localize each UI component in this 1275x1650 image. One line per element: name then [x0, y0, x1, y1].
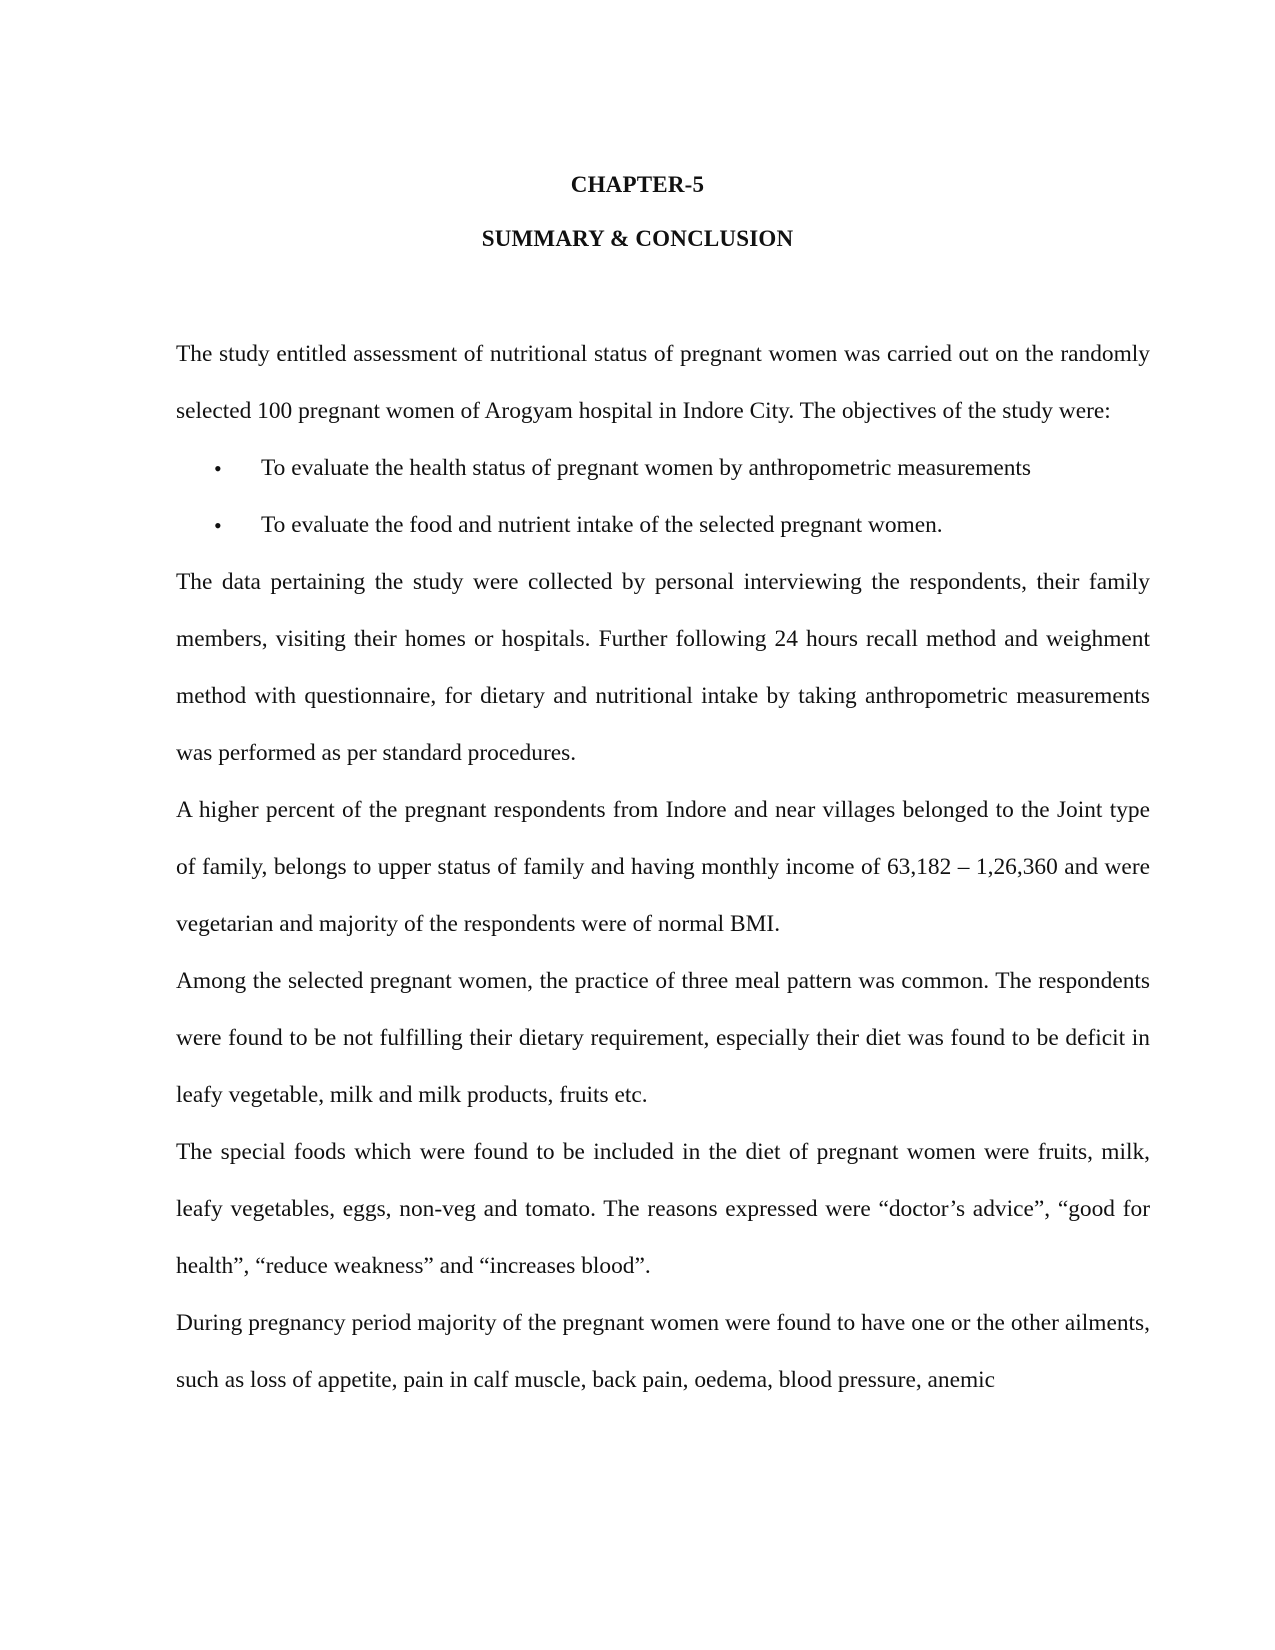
meal-pattern-paragraph: Among the selected pregnant women, the practice of three meal pattern was common. The respondents were found to be not fulfilling their dietary requirement, especially their diet was found to be deficit in leafy vegetable, milk and milk products, fruits etc.: [176, 968, 1150, 1108]
objective-text: To evaluate the health status of pregnant women by anthropometric measurements: [261, 455, 1032, 481]
objective-text: To evaluate the food and nutrient intake of the selected pregnant women.: [261, 512, 943, 538]
bullet-icon: •: [214, 513, 222, 538]
ailments-paragraph: During pregnancy period majority of the pregnant women were found to have one or the other ailments, such as loss of appetite, pain in calf muscle, back pain, oedema, blood pressure, anemic: [176, 1310, 1150, 1393]
demographics-paragraph: A higher percent of the pregnant respondents from Indore and near villages belonged to the Joint type of family, belongs to upper status of family and having monthly income of 63,182 – 1,26,360 and were vegetarian and majority of the respondents were of normal BMI.: [176, 797, 1150, 937]
methodology-paragraph: The data pertaining the study were collected by personal interviewing the respondents, their family members, visiting their homes or hospitals. Further following 24 hours recall method and weighment method with questionnaire, for dietary and nutritional intake by taking anthropometric measurements was performed as per standard procedures.: [176, 569, 1150, 766]
objective-item: [176, 440, 1150, 497]
objective-item: [176, 497, 1150, 554]
bullet-icon: •: [214, 456, 222, 481]
special-foods-paragraph: The special foods which were found to be included in the diet of pregnant women were fruits, milk, leafy vegetables, eggs, non-veg and tomato. The reasons expressed were “doctor’s advice”, “good for health”, “reduce weakness” and “increases blood”.: [176, 1139, 1150, 1279]
chapter-heading: CHAPTER-5: [570, 172, 705, 197]
objectives-list: [176, 440, 1150, 554]
section-title: SUMMARY & CONCLUSION: [481, 226, 794, 251]
intro-paragraph: The study entitled assessment of nutritional status of pregnant women was carried out on the randomly selected 100 pregnant women of Arogyam hospital in Indore City. The objectives of the study were:: [176, 341, 1150, 424]
body-text: [176, 326, 1150, 1409]
